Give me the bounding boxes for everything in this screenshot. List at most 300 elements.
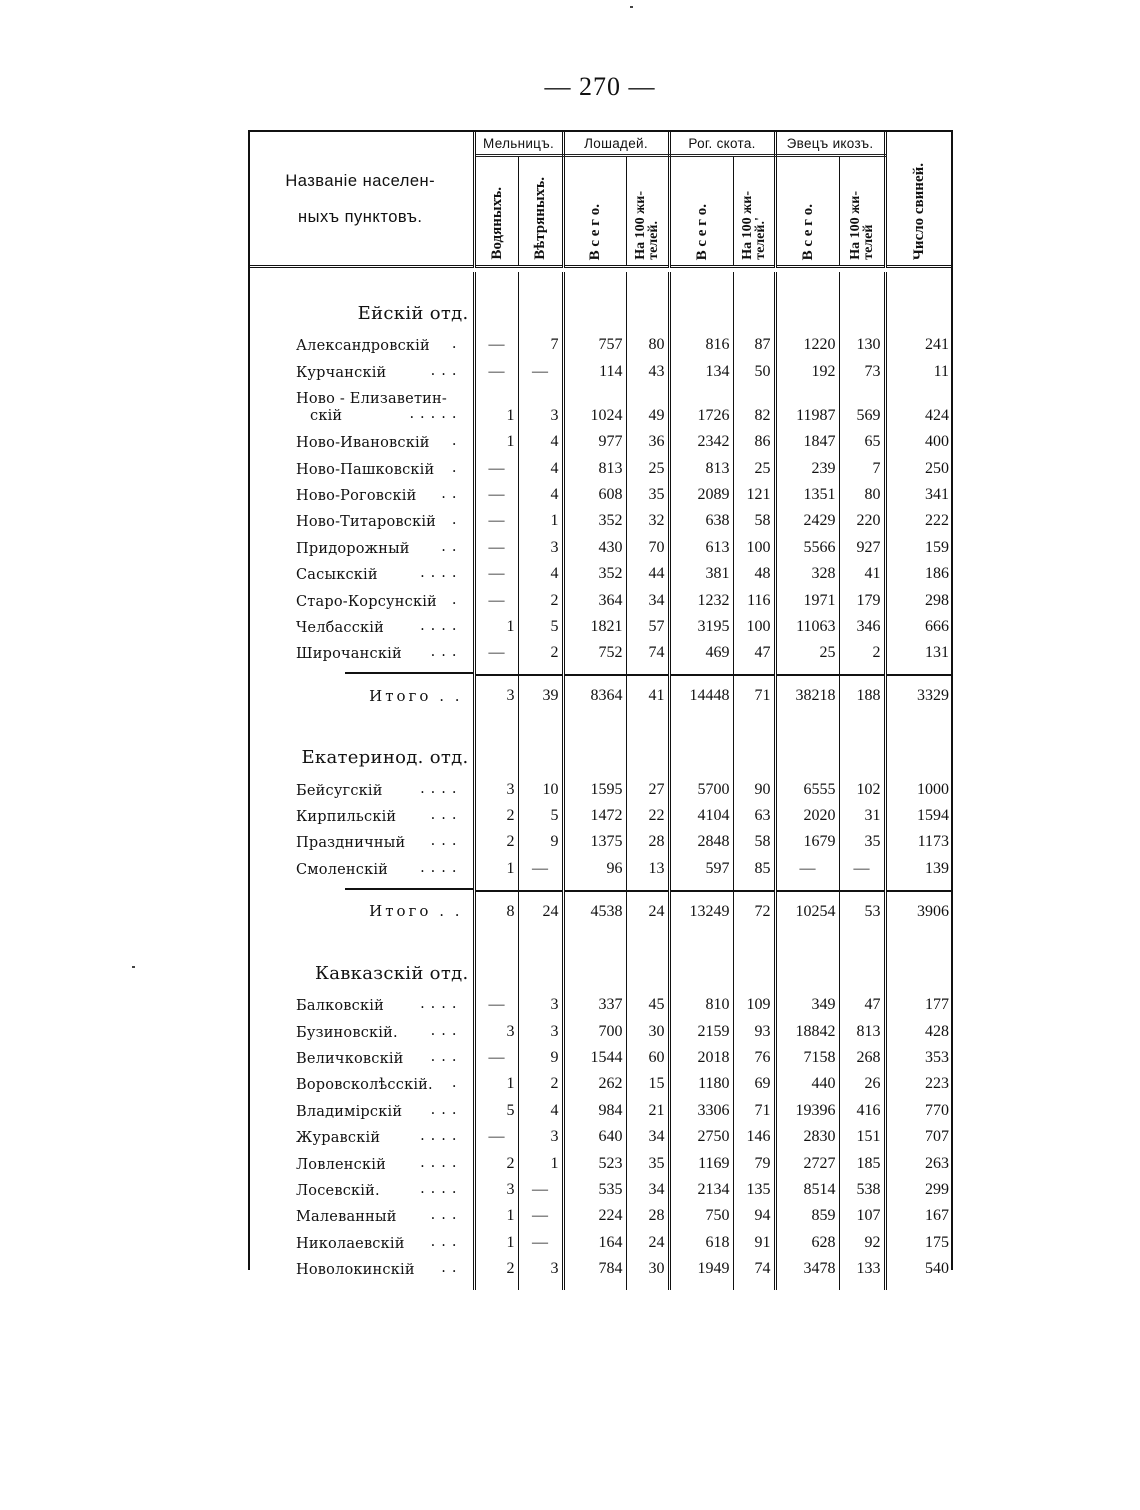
- cell-mills-wind: 5: [518, 799, 563, 825]
- cell-horses-total: 608: [563, 478, 626, 504]
- cell-cattle-per-100: 100: [733, 610, 775, 636]
- cell-cattle-total: 816: [669, 328, 733, 354]
- cell-horses-per-100: 57: [626, 610, 669, 636]
- total-rule-row: [248, 662, 952, 675]
- table-row: [248, 451, 952, 477]
- empty-cell: [474, 716, 518, 772]
- cell-sheep-total: 38218: [775, 675, 839, 716]
- settlement-name: [248, 1199, 474, 1225]
- cell-cattle-per-100: 86: [733, 425, 775, 451]
- scan-speck: [630, 6, 633, 8]
- table-row: [248, 1067, 952, 1093]
- rule-cell: [474, 1278, 518, 1290]
- cell-sheep-total: 349: [775, 988, 839, 1014]
- cell-pigs: 540: [925, 1260, 950, 1278]
- leader-dots: ....: [420, 996, 463, 1013]
- cell-horses-total: 752: [563, 636, 626, 662]
- cell-cattle-total: 134: [669, 354, 733, 380]
- settlement-name-text: Праздничный: [296, 835, 406, 852]
- empty-cell: [733, 716, 775, 772]
- cell-mills-wind: 4: [518, 425, 563, 451]
- table-row: [248, 583, 952, 609]
- cell-cattle-total: 2750: [669, 1120, 733, 1146]
- cell-horses-per-100: 34: [626, 1173, 669, 1199]
- settlement-name: [248, 478, 474, 504]
- rule-cell: [733, 878, 775, 891]
- cell-cattle-total: 4104: [669, 799, 733, 825]
- cell-pigs: 3329: [917, 687, 950, 705]
- cell-sheep-total: 628: [775, 1225, 839, 1251]
- settlement-name: [248, 1014, 474, 1040]
- cell-sheep-total: 1847: [775, 425, 839, 451]
- cell-sheep-per-100: 47: [839, 988, 885, 1014]
- cell-cattle-total: 750: [669, 1199, 733, 1225]
- settlement-name-text: Ново-Титаровскій: [296, 514, 437, 531]
- cell-cattle-total: 1232: [669, 583, 733, 609]
- cell-mills-water: 2: [474, 825, 518, 851]
- cell-pigs: 167: [925, 1207, 950, 1225]
- settlement-name-text: Сасыкскій: [296, 567, 378, 584]
- empty-cell: [733, 932, 775, 988]
- cell-sheep-total: 11987: [775, 381, 839, 425]
- cell-pigs: 159: [925, 538, 950, 556]
- rule-cell: [563, 1278, 626, 1290]
- settlement-name: [248, 1173, 474, 1199]
- cell-horses-per-100: 80: [626, 328, 669, 354]
- cell-sheep-total: 1971: [775, 583, 839, 609]
- cell-sheep-per-100: 65: [839, 425, 885, 451]
- cell-pigs: 353: [925, 1049, 950, 1067]
- cell-sheep-total: 18842: [775, 1014, 839, 1040]
- cell-cattle-total: 1169: [669, 1146, 733, 1172]
- cell-mills-wind: 3: [518, 1014, 563, 1040]
- settlement-name: [248, 1067, 474, 1093]
- cell-sheep-per-100: 41: [839, 557, 885, 583]
- cell-mills-water: —: [474, 1120, 518, 1146]
- settlement-name: [248, 451, 474, 477]
- cell-mills-water: —: [474, 354, 518, 380]
- settlement-name-text: Балковскій: [296, 998, 384, 1015]
- rule-cell: [775, 878, 839, 891]
- cell-mills-wind: 7: [518, 328, 563, 354]
- cell-cattle-total: 381: [669, 557, 733, 583]
- cell-sheep-per-100: 133: [839, 1252, 885, 1278]
- leader-dots: ...: [430, 1233, 463, 1250]
- cell-cattle-per-100: 63: [733, 799, 775, 825]
- total-row: [248, 891, 952, 932]
- empty-cell: [839, 932, 885, 988]
- cell-horses-total: 784: [563, 1252, 626, 1278]
- empty-cell: [839, 272, 885, 328]
- cell-horses-per-100: 24: [626, 891, 669, 932]
- cell-horses-per-100: 36: [626, 425, 669, 451]
- statistics-table: [248, 132, 952, 1290]
- cell-pigs: 11: [933, 362, 950, 380]
- settlement-name-text: Воровсколѣсскій.: [296, 1077, 433, 1094]
- cell-cattle-per-100: 90: [733, 772, 775, 798]
- rule-cell: [885, 1278, 952, 1290]
- cell-sheep-per-100: 2: [839, 636, 885, 662]
- table-row: [248, 851, 952, 877]
- section-title: Кавказскій отд.: [248, 932, 474, 988]
- cell-pigs: 241: [925, 336, 950, 354]
- cell-mills-wind: 3: [518, 381, 563, 425]
- header-mills-wind-label: Вѣтряныхъ.: [532, 177, 548, 260]
- cell-mills-wind: 2: [518, 583, 563, 609]
- cell-mills-water: —: [474, 504, 518, 530]
- empty-cell: [474, 272, 518, 328]
- cell-horses-total: 535: [563, 1173, 626, 1199]
- cell-horses-total: 700: [563, 1014, 626, 1040]
- cell-sheep-per-100: 346: [839, 610, 885, 636]
- cell-mills-wind: 1: [518, 1146, 563, 1172]
- cell-cattle-total: 613: [669, 530, 733, 556]
- cell-pigs: 298: [925, 591, 950, 609]
- cell-horses-per-100: 34: [626, 1120, 669, 1146]
- cell-mills-water: 1: [474, 1225, 518, 1251]
- cell-sheep-total: 2020: [775, 799, 839, 825]
- cell-cattle-total: 1949: [669, 1252, 733, 1278]
- settlement-name-text: Величковскій: [296, 1051, 404, 1068]
- rule-cell: [563, 878, 626, 891]
- header-mills-wind: [518, 156, 563, 267]
- cell-cattle-per-100: 74: [733, 1252, 775, 1278]
- cell-cattle-per-100: 71: [733, 1093, 775, 1119]
- header-name-line-2: ныхъ пунктовъ.: [298, 207, 423, 226]
- rule-cell: [669, 1278, 733, 1290]
- cell-mills-water: —: [474, 636, 518, 662]
- empty-cell: [563, 716, 626, 772]
- cell-mills-water: —: [474, 478, 518, 504]
- rule-cell: [839, 878, 885, 891]
- header-group-sheep-goats: Эвецъ икозъ.: [775, 132, 885, 156]
- leader-dots: ..: [441, 1260, 463, 1277]
- table-row: [248, 425, 952, 451]
- leader-dots: .: [451, 433, 463, 450]
- cell-cattle-total: 3195: [669, 610, 733, 636]
- table-row: [248, 1199, 952, 1225]
- statistics-table-container: [248, 132, 954, 1290]
- rule-cell: [775, 662, 839, 675]
- leader-dots: .: [451, 512, 463, 529]
- table-row: [248, 988, 952, 1014]
- cell-pigs: 177: [925, 996, 950, 1014]
- cell-horses-total: 430: [563, 530, 626, 556]
- empty-cell: [669, 932, 733, 988]
- settlement-name-text: Курчанскій: [296, 364, 387, 381]
- leader-dots: .: [451, 1075, 463, 1092]
- cell-sheep-per-100: 73: [839, 354, 885, 380]
- cell-cattle-per-100: 25: [733, 451, 775, 477]
- cell-sheep-total: 1679: [775, 825, 839, 851]
- cell-cattle-total: 14448: [669, 675, 733, 716]
- table-row: [248, 530, 952, 556]
- cell-sheep-per-100: 102: [839, 772, 885, 798]
- cell-cattle-per-100: 135: [733, 1173, 775, 1199]
- cell-sheep-per-100: 130: [839, 328, 885, 354]
- header-settlement-name: [248, 132, 474, 267]
- cell-mills-wind: 4: [518, 557, 563, 583]
- cell-horses-per-100: 44: [626, 557, 669, 583]
- cell-pigs: 424: [925, 406, 950, 424]
- cell-sheep-per-100: 813: [839, 1014, 885, 1040]
- cell-cattle-total: 810: [669, 988, 733, 1014]
- cell-mills-wind: 39: [518, 675, 563, 716]
- cell-sheep-per-100: 538: [839, 1173, 885, 1199]
- empty-cell: [669, 272, 733, 328]
- header-group-mills: Мельницъ.: [474, 132, 563, 156]
- rule-cell: [563, 662, 626, 675]
- rule-cell: [518, 1278, 563, 1290]
- settlement-name: [248, 610, 474, 636]
- cell-cattle-total: 2159: [669, 1014, 733, 1040]
- table-row: [248, 772, 952, 798]
- empty-cell: [626, 932, 669, 988]
- rule-cell: [248, 1278, 474, 1290]
- header-horses-per-100-label: На 100 жи- телей.: [633, 191, 662, 260]
- cell-mills-water: 1: [474, 425, 518, 451]
- rule-cell: [626, 662, 669, 675]
- settlement-name-text: Ново-Ивановскій: [296, 435, 430, 452]
- settlement-name-text: Лосевскій.: [296, 1182, 380, 1199]
- cell-cattle-total: 638: [669, 504, 733, 530]
- cell-horses-total: 523: [563, 1146, 626, 1172]
- cell-pigs: 400: [925, 433, 950, 451]
- cell-mills-water: —: [474, 1041, 518, 1067]
- leader-dots: ....: [420, 1180, 463, 1197]
- cell-horses-total: 364: [563, 583, 626, 609]
- settlement-name: [248, 381, 474, 425]
- rule-cell: [669, 878, 733, 891]
- section-title: Екатеринод. отд.: [248, 716, 474, 772]
- cell-horses-per-100: 30: [626, 1252, 669, 1278]
- cell-horses-per-100: 43: [626, 354, 669, 380]
- settlement-name: [248, 530, 474, 556]
- cell-sheep-total: 19396: [775, 1093, 839, 1119]
- section-header-row: [248, 272, 952, 328]
- spacer-row: [248, 1278, 952, 1290]
- cell-mills-wind: 4: [518, 478, 563, 504]
- cell-sheep-per-100: 80: [839, 478, 885, 504]
- cell-cattle-per-100: 58: [733, 825, 775, 851]
- cell-mills-wind: 2: [518, 636, 563, 662]
- cell-sheep-per-100: 151: [839, 1120, 885, 1146]
- cell-cattle-per-100: 93: [733, 1014, 775, 1040]
- cell-horses-per-100: 15: [626, 1067, 669, 1093]
- settlement-name-text: Придорожный: [296, 540, 410, 557]
- settlement-name: [248, 1093, 474, 1119]
- settlement-name-text: Новолокинскій: [296, 1262, 415, 1279]
- cell-horses-total: 1595: [563, 772, 626, 798]
- cell-horses-total: 8364: [563, 675, 626, 716]
- settlement-name-text: Ново - Елизаветин- скій: [296, 390, 447, 424]
- cell-mills-wind: 4: [518, 1093, 563, 1119]
- rule-cell: [775, 1278, 839, 1290]
- cell-sheep-per-100: 7: [839, 451, 885, 477]
- cell-horses-total: 164: [563, 1225, 626, 1251]
- leader-dots: ....: [420, 1128, 463, 1145]
- total-label: Итого . .: [248, 891, 474, 932]
- cell-horses-total: 4538: [563, 891, 626, 932]
- empty-cell: [474, 932, 518, 988]
- cell-sheep-total: 859: [775, 1199, 839, 1225]
- rule-cell: [669, 662, 733, 675]
- cell-cattle-per-100: 87: [733, 328, 775, 354]
- cell-pigs: 186: [925, 565, 950, 583]
- cell-sheep-total: 5566: [775, 530, 839, 556]
- leader-dots: ..: [441, 538, 463, 555]
- cell-mills-water: 3: [474, 1014, 518, 1040]
- cell-cattle-per-100: 69: [733, 1067, 775, 1093]
- cell-cattle-per-100: 146: [733, 1120, 775, 1146]
- cell-horses-total: 352: [563, 504, 626, 530]
- cell-pigs: 707: [925, 1128, 950, 1146]
- cell-horses-total: 1024: [563, 381, 626, 425]
- cell-pigs: 263: [925, 1154, 950, 1172]
- cell-cattle-per-100: 94: [733, 1199, 775, 1225]
- header-pigs-label: Число свиней.: [911, 162, 928, 260]
- cell-mills-water: —: [474, 328, 518, 354]
- leader-dots: .....: [409, 405, 463, 422]
- rule-cell: [518, 878, 563, 891]
- cell-cattle-per-100: 76: [733, 1041, 775, 1067]
- cell-horses-per-100: 35: [626, 478, 669, 504]
- settlement-name: [248, 557, 474, 583]
- cell-pigs: 299: [925, 1180, 950, 1198]
- cell-sheep-per-100: 569: [839, 381, 885, 425]
- leader-dots: ...: [430, 1207, 463, 1224]
- cell-mills-water: —: [474, 557, 518, 583]
- header-horses-total: [563, 156, 626, 267]
- cell-cattle-per-100: 91: [733, 1225, 775, 1251]
- empty-cell: [626, 272, 669, 328]
- table-row: [248, 1093, 952, 1119]
- settlement-name-text: Ново-Пашковскій: [296, 461, 435, 478]
- leader-dots: .: [451, 459, 463, 476]
- header-sheep-total: [775, 156, 839, 267]
- cell-horses-per-100: 28: [626, 1199, 669, 1225]
- rule-cell: [518, 662, 563, 675]
- settlement-name: [248, 583, 474, 609]
- cell-mills-wind: 9: [518, 825, 563, 851]
- cell-mills-water: 3: [474, 1173, 518, 1199]
- cell-mills-water: 2: [474, 799, 518, 825]
- cell-mills-wind: 9: [518, 1041, 563, 1067]
- cell-horses-total: 1472: [563, 799, 626, 825]
- header-mills-water: [474, 156, 518, 267]
- cell-cattle-total: 13249: [669, 891, 733, 932]
- cell-mills-water: 1: [474, 610, 518, 636]
- settlement-name-text: Малеванный: [296, 1209, 397, 1226]
- leader-dots: ....: [420, 565, 463, 582]
- cell-mills-water: 1: [474, 1067, 518, 1093]
- cell-sheep-total: 10254: [775, 891, 839, 932]
- cell-mills-wind: —: [518, 1199, 563, 1225]
- cell-horses-total: 352: [563, 557, 626, 583]
- cell-horses-per-100: 34: [626, 583, 669, 609]
- settlement-name: [248, 799, 474, 825]
- cell-sheep-per-100: 107: [839, 1199, 885, 1225]
- cell-horses-per-100: 25: [626, 451, 669, 477]
- cell-horses-total: 114: [563, 354, 626, 380]
- cell-cattle-per-100: 121: [733, 478, 775, 504]
- cell-sheep-per-100: 188: [839, 675, 885, 716]
- settlement-name-text: Челбасскій: [296, 619, 384, 636]
- cell-mills-water: —: [474, 451, 518, 477]
- cell-cattle-total: 2089: [669, 478, 733, 504]
- settlement-name-text: Владимірскій: [296, 1103, 403, 1120]
- scan-speck: [132, 966, 135, 968]
- table-row: [248, 1120, 952, 1146]
- table-row: [248, 1014, 952, 1040]
- cell-cattle-total: 813: [669, 451, 733, 477]
- total-row: [248, 675, 952, 716]
- empty-cell: [518, 272, 563, 328]
- cell-sheep-per-100: 26: [839, 1067, 885, 1093]
- leader-dots: ....: [420, 859, 463, 876]
- empty-cell: [885, 932, 952, 988]
- cell-mills-water: —: [474, 988, 518, 1014]
- settlement-name-text: Ново-Роговскій: [296, 487, 417, 504]
- settlement-name: [248, 1252, 474, 1278]
- cell-sheep-per-100: 185: [839, 1146, 885, 1172]
- empty-cell: [775, 932, 839, 988]
- header-cattle-total: [669, 156, 733, 267]
- cell-pigs: 341: [925, 485, 950, 503]
- settlement-name: [248, 988, 474, 1014]
- cell-sheep-per-100: 31: [839, 799, 885, 825]
- rule-cell: [733, 1278, 775, 1290]
- cell-horses-total: 977: [563, 425, 626, 451]
- cell-horses-per-100: 35: [626, 1146, 669, 1172]
- cell-cattle-per-100: 79: [733, 1146, 775, 1172]
- cell-pigs: 250: [925, 459, 950, 477]
- table-row: [248, 504, 952, 530]
- rule-cell: [248, 878, 474, 891]
- cell-horses-per-100: 70: [626, 530, 669, 556]
- cell-sheep-total: 440: [775, 1067, 839, 1093]
- empty-cell: [885, 716, 952, 772]
- cell-horses-per-100: 41: [626, 675, 669, 716]
- cell-pigs: 1173: [917, 833, 950, 851]
- cell-sheep-total: 2830: [775, 1120, 839, 1146]
- header-group-cattle: Рог. скота.: [669, 132, 775, 156]
- leader-dots: ...: [430, 807, 463, 824]
- cell-pigs: 428: [925, 1022, 950, 1040]
- cell-mills-water: 3: [474, 772, 518, 798]
- table-row: [248, 636, 952, 662]
- leader-dots: ...: [430, 1022, 463, 1039]
- cell-cattle-per-100: 82: [733, 381, 775, 425]
- cell-cattle-per-100: 109: [733, 988, 775, 1014]
- cell-mills-wind: —: [518, 851, 563, 877]
- page-number: — 270 —: [544, 72, 656, 101]
- cell-sheep-total: 8514: [775, 1173, 839, 1199]
- header-horses-per-100: [626, 156, 669, 267]
- cell-mills-water: 8: [474, 891, 518, 932]
- leader-dots: ..: [441, 485, 463, 502]
- rule-cell: [839, 1278, 885, 1290]
- leader-dots: ...: [430, 362, 463, 379]
- section-title: Ейскій отд.: [248, 272, 474, 328]
- cell-sheep-per-100: 268: [839, 1041, 885, 1067]
- cell-horses-total: 757: [563, 328, 626, 354]
- header-sheep-total-label: В с е г о.: [799, 203, 816, 260]
- cell-cattle-per-100: 100: [733, 530, 775, 556]
- cell-mills-wind: 3: [518, 988, 563, 1014]
- header-cattle-per-100-label: На 100 жи- телей.': [739, 191, 768, 260]
- cell-sheep-per-100: 220: [839, 504, 885, 530]
